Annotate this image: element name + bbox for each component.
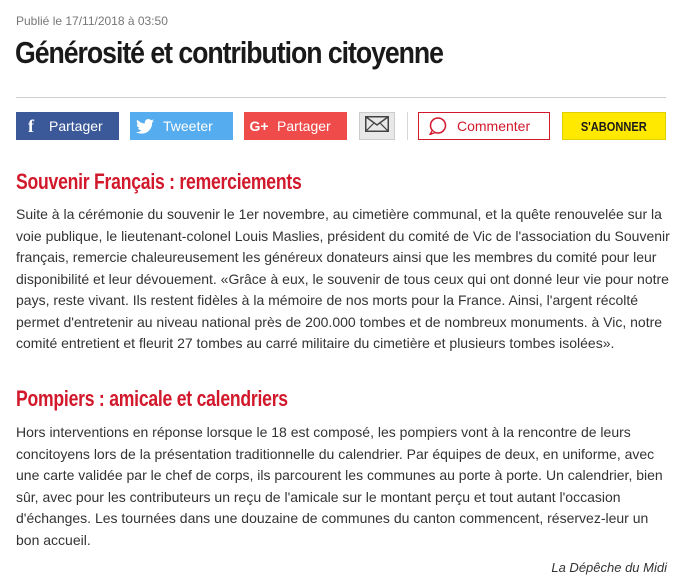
googleplus-share-label: Partager xyxy=(277,118,331,134)
googleplus-icon: G+ xyxy=(249,118,269,134)
facebook-share-button[interactable] xyxy=(16,112,119,140)
section-text-souvenir: Suite à la cérémonie du souvenir le 1er novembre, au cimetière communal, et la quête renouvelée sur la voie publique, le lieutenant-colonel Louis Maslies, président du comité de Vic de l'association du Souvenir français, remercie chaleureusement les généreux donateurs ainsi que les membres du comité pour leur disponibilité et leur dévouement. «Grâce à eux, le souvenir de tous ceux qui ont donné leur vie pour notre pays, reste vivant. Ils restent fidèles à la mémoire de nos morts pour la France. Ainsi, l'argent récolté permet d'entretenir au niveau national près de 200.000 tombes et de nombreux monuments. à Vic, notre comité entretient et fleurit 27 tombes au carré militaire du cimetière et plusieurs tombes isolées». xyxy=(16,206,670,351)
title-divider xyxy=(16,97,666,98)
article-title: Générosité et contribution citoyenne xyxy=(15,35,443,70)
comment-bubble-icon xyxy=(419,117,457,135)
comment-button[interactable] xyxy=(418,112,550,140)
twitter-share-label: Tweeter xyxy=(163,118,213,134)
section-heading-pompiers: Pompiers : amicale et calendriers xyxy=(16,386,288,411)
googleplus-share-button[interactable] xyxy=(244,112,347,140)
article-source: La Dépêche du Midi xyxy=(551,560,667,575)
comment-label: Commenter xyxy=(457,118,531,134)
subscribe-label: S'ABONNER xyxy=(581,118,647,134)
twitter-bird-icon xyxy=(130,119,160,134)
share-bar xyxy=(16,112,666,142)
envelope-icon xyxy=(365,116,389,137)
section-heading-souvenir: Souvenir Français : remerciements xyxy=(16,169,302,194)
email-share-button[interactable] xyxy=(359,112,395,140)
twitter-share-button[interactable] xyxy=(130,112,233,140)
section-text-pompiers: Hors interventions en réponse lorsque le 18 est composé, les pompiers vont à la rencontre de leurs concitoyens lors de la présentation traditionnelle du calendrier. Par équipes de deux, en uniforme, avec une carte validée par le chef de corps, ils parcourent les communes au porte à porte. Un calendrier, bien sûr, avec pour les contributeurs un reçu de l'amicale sur le montant perçu et tout autant l'occasion d'échanges. Les tournées dans une douzaine de communes du canton commencent, réservez-leur un bon accueil. xyxy=(16,424,663,548)
facebook-icon: f xyxy=(28,115,34,136)
facebook-share-label: Partager xyxy=(49,118,103,134)
publish-date: Publié le 17/11/2018 à 03:50 xyxy=(16,14,168,28)
subscribe-button[interactable] xyxy=(562,112,666,140)
share-separator xyxy=(407,112,408,140)
